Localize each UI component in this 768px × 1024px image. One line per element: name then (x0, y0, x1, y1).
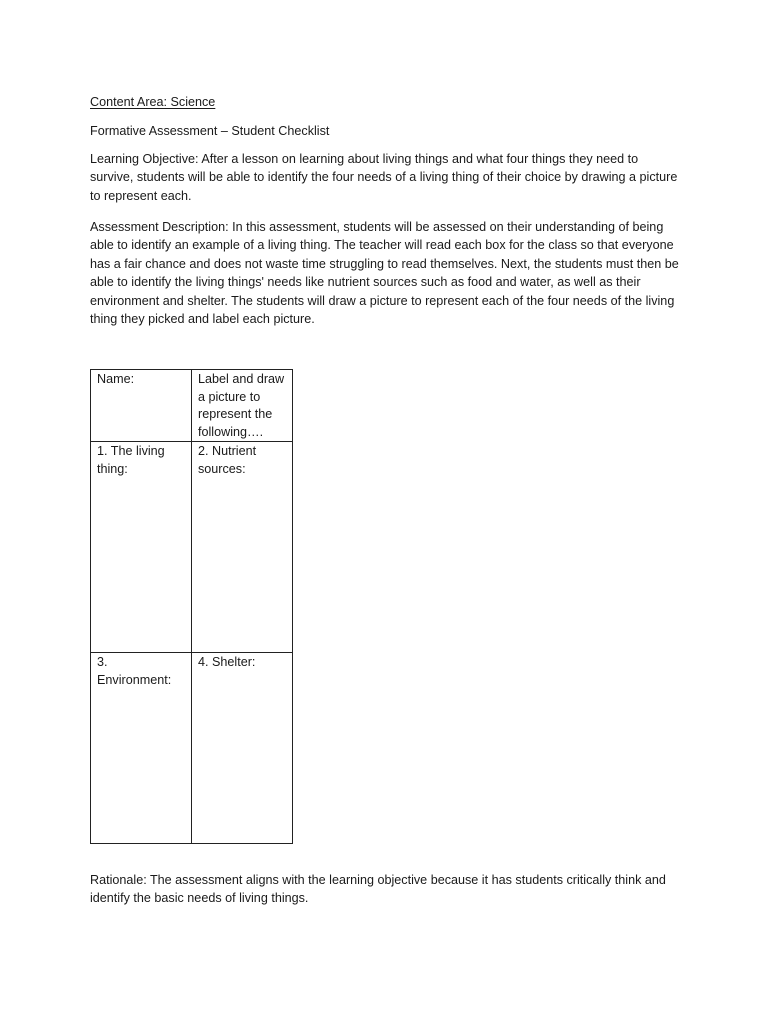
nutrient-sources-cell[interactable]: 2. Nutrient sources: (192, 442, 293, 653)
environment-cell[interactable]: 3. Environment: (91, 653, 192, 844)
table-row (91, 370, 293, 442)
content-area-heading: Content Area: Science (90, 95, 216, 109)
name-cell[interactable]: Name: (91, 370, 192, 442)
living-thing-cell[interactable]: 1. The living thing: (91, 442, 192, 653)
document-title: Formative Assessment – Student Checklist (90, 124, 330, 138)
student-checklist-table (90, 369, 293, 844)
table-row (91, 442, 293, 653)
learning-objective-paragraph: Learning Objective: After a lesson on learning about living things and what four things they need to survive, students will be able to identify the four needs of a living thing of their choice by drawing a picture to represent each. (90, 152, 678, 203)
table-row (91, 653, 293, 844)
shelter-cell[interactable]: 4. Shelter: (192, 653, 293, 844)
rationale-paragraph: Rationale: The assessment aligns with the learning objective because it has students critically think and identify the basic needs of living things. (90, 873, 666, 906)
instruction-cell: Label and draw a picture to represent the following…. (192, 370, 293, 442)
assessment-description-paragraph: Assessment Description: In this assessment, students will be assessed on their understanding of being able to identify an example of a living thing. The teacher will read each box for the class so that everyone has a fair chance and does not waste time struggling to read themselves. Next, the students must then be able to identify the living things' needs like nutrient sources such as food and water, as well as their environment and shelter. The students will draw a picture to represent each of the four needs of the living thing they picked and label each picture. (90, 220, 679, 327)
